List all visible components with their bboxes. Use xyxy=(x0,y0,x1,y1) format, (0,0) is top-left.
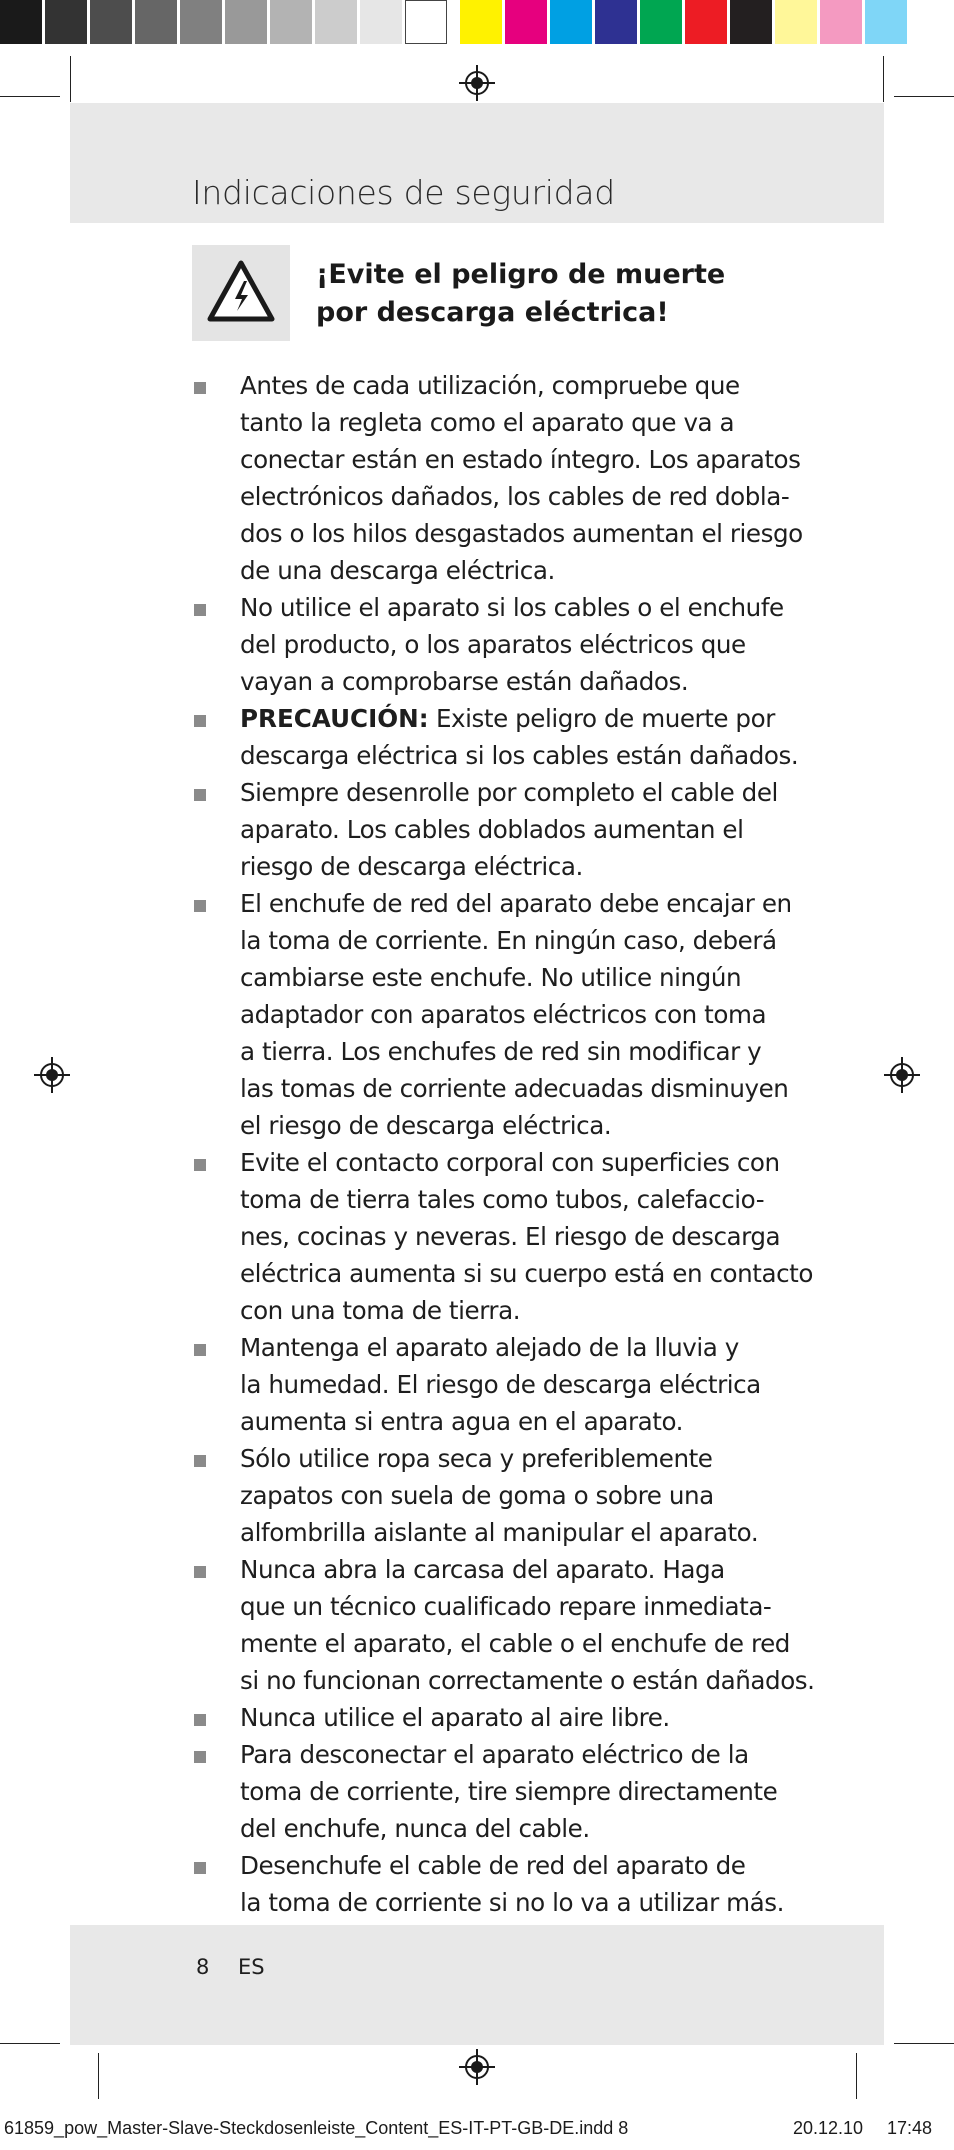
safety-instruction-item xyxy=(194,1736,778,1847)
color-swatch xyxy=(225,0,267,44)
swatch-gap xyxy=(450,0,460,48)
header-band xyxy=(70,103,884,223)
color-swatch xyxy=(820,0,862,44)
safety-instruction-item xyxy=(194,1144,813,1329)
color-swatch xyxy=(315,0,357,44)
slug-date: 20.12.10 xyxy=(793,2118,864,2138)
color-swatch xyxy=(595,0,637,44)
crop-mark xyxy=(894,2043,954,2044)
bullet-square-icon xyxy=(194,1714,206,1726)
instruction-line: del enchufe, nunca del cable. xyxy=(240,1814,590,1843)
color-calibration-bar xyxy=(0,0,910,48)
instruction-line: descarga eléctrica si los cables están dañados. xyxy=(240,741,799,770)
warning-icon-box xyxy=(192,245,290,341)
page-number: 8 xyxy=(196,1955,210,1979)
color-swatch xyxy=(865,0,907,44)
registration-mark-icon xyxy=(882,1055,922,1095)
instruction-line: electrónicos dañados, los cables de red dobla- xyxy=(240,482,790,511)
instruction-line: toma de tierra tales como tubos, calefaccio- xyxy=(240,1185,765,1214)
instruction-line: El enchufe de red del aparato debe encajar en xyxy=(240,889,792,918)
instruction-line xyxy=(240,700,774,737)
warning-heading-line: ¡Evite el peligro de muerte xyxy=(316,259,726,290)
color-swatch xyxy=(685,0,727,44)
color-swatch xyxy=(360,0,402,44)
color-swatch xyxy=(405,0,447,44)
instruction-line: Antes de cada utilización, compruebe que xyxy=(240,371,740,400)
warning-heading xyxy=(316,256,736,332)
safety-instructions-list xyxy=(194,367,815,1921)
color-swatch xyxy=(180,0,222,44)
safety-instruction-item xyxy=(194,885,792,1144)
page-title: Indicaciones de seguridad xyxy=(192,173,615,212)
safety-instruction-item xyxy=(194,1329,774,1440)
safety-instruction-item xyxy=(194,1440,774,1551)
instruction-line: tanto la regleta como el aparato que va a xyxy=(240,408,735,437)
registration-mark-icon xyxy=(457,2047,497,2087)
bullet-square-icon xyxy=(194,382,206,394)
color-swatch xyxy=(505,0,547,44)
crop-mark xyxy=(856,2053,857,2099)
instruction-line: Nunca utilice el aparato al aire libre. xyxy=(240,1703,670,1732)
instruction-line: zapatos con suela de goma o sobre una xyxy=(240,1481,714,1510)
bullet-square-icon xyxy=(194,1862,206,1874)
bullet-square-icon xyxy=(194,1566,206,1578)
crop-mark xyxy=(70,56,71,102)
instruction-line: la toma de corriente si no lo va a utilizar más. xyxy=(240,1888,784,1917)
color-swatch xyxy=(45,0,87,44)
safety-instruction-item xyxy=(194,1551,815,1699)
color-swatch xyxy=(550,0,592,44)
instruction-line: con una toma de tierra. xyxy=(240,1296,521,1325)
electric-shock-warning-icon xyxy=(192,245,290,341)
instruction-line: la humedad. El riesgo de descarga eléctrica xyxy=(240,1370,761,1399)
caution-label: PRECAUCIÓN: xyxy=(240,704,429,733)
instruction-line: alfombrilla aislante al manipular el aparato. xyxy=(240,1518,759,1547)
crop-mark xyxy=(0,2043,60,2044)
instruction-line: eléctrica aumenta si su cuerpo está en contacto xyxy=(240,1259,813,1288)
instruction-line: que un técnico cualificado repare inmediata- xyxy=(240,1592,772,1621)
instruction-line: No utilice el aparato si los cables o el enchufe xyxy=(240,593,784,622)
instruction-line: adaptador con aparatos eléctricos con toma xyxy=(240,1000,767,1029)
bullet-square-icon xyxy=(194,604,206,616)
safety-instruction-item xyxy=(194,367,803,589)
color-swatch xyxy=(460,0,502,44)
slug-time: 17:48 xyxy=(887,2118,933,2138)
bullet-square-icon xyxy=(194,1751,206,1763)
instruction-line: el riesgo de descarga eléctrica. xyxy=(240,1111,612,1140)
instruction-line: Nunca abra la carcasa del aparato. Haga xyxy=(240,1555,725,1584)
instruction-line: de una descarga eléctrica. xyxy=(240,556,555,585)
instruction-line: cambiarse este enchufe. No utilice ningún xyxy=(240,963,742,992)
bullet-square-icon xyxy=(194,1159,206,1171)
instruction-line: si no funcionan correctamente o están dañados. xyxy=(240,1666,815,1695)
instruction-line: mente el aparato, el cable o el enchufe de red xyxy=(240,1629,790,1658)
instruction-line: Desenchufe el cable de red del aparato de xyxy=(240,1851,746,1880)
print-slug xyxy=(0,2118,954,2144)
color-swatch xyxy=(270,0,312,44)
instruction-line: conectar están en estado íntegro. Los aparatos xyxy=(240,445,801,474)
bullet-square-icon xyxy=(194,789,206,801)
instruction-line: aparato. Los cables doblados aumentan el xyxy=(240,815,744,844)
instruction-line: nes, cocinas y neveras. El riesgo de descarga xyxy=(240,1222,781,1251)
instruction-line: riesgo de descarga eléctrica. xyxy=(240,852,583,881)
instruction-line: Evite el contacto corporal con superficies con xyxy=(240,1148,780,1177)
safety-instruction-item xyxy=(194,774,778,885)
instruction-line: dos o los hilos desgastados aumentan el riesgo xyxy=(240,519,803,548)
color-swatch xyxy=(90,0,132,44)
safety-instruction-item xyxy=(194,589,784,700)
bullet-square-icon xyxy=(194,900,206,912)
instruction-line: vayan a comprobarse están dañados. xyxy=(240,667,689,696)
instruction-line: toma de corriente, tire siempre directamente xyxy=(240,1777,778,1806)
instruction-line: Sólo utilice ropa seca y preferiblemente xyxy=(240,1444,713,1473)
bullet-square-icon xyxy=(194,1344,206,1356)
safety-instruction-item xyxy=(194,1847,784,1921)
color-swatch xyxy=(135,0,177,44)
instruction-text: Existe peligro de muerte por xyxy=(428,704,775,733)
bullet-square-icon xyxy=(194,715,206,727)
color-swatch xyxy=(730,0,772,44)
crop-mark xyxy=(883,56,884,102)
slug-filename: 61859_pow_Master-Slave-Steckdosenleiste_Content_ES-IT-PT-GB-DE.indd 8 xyxy=(4,2118,629,2138)
footer-band xyxy=(70,1925,884,2045)
color-swatch xyxy=(0,0,42,44)
instruction-line: a tierra. Los enchufes de red sin modificar y xyxy=(240,1037,762,1066)
registration-mark-icon xyxy=(457,63,497,103)
instruction-line: Siempre desenrolle por completo el cable del xyxy=(240,778,778,807)
crop-mark xyxy=(0,96,60,97)
instruction-line: la toma de corriente. En ningún caso, deberá xyxy=(240,926,777,955)
instruction-line: Para desconectar el aparato eléctrico de la xyxy=(240,1740,749,1769)
instruction-line: Mantenga el aparato alejado de la lluvia y xyxy=(240,1333,739,1362)
warning-heading-line: por descarga eléctrica! xyxy=(316,297,669,328)
language-code: ES xyxy=(238,1955,265,1979)
registration-mark-icon xyxy=(32,1055,72,1095)
color-swatch xyxy=(640,0,682,44)
instruction-line: del producto, o los aparatos eléctricos que xyxy=(240,630,746,659)
instruction-line: aumenta si entra agua en el aparato. xyxy=(240,1407,683,1436)
safety-instruction-item xyxy=(194,1699,774,1736)
color-swatch xyxy=(775,0,817,44)
crop-mark xyxy=(894,96,954,97)
bullet-square-icon xyxy=(194,1455,206,1467)
instruction-line: las tomas de corriente adecuadas disminuyen xyxy=(240,1074,789,1103)
safety-instruction-item xyxy=(194,700,799,774)
crop-mark xyxy=(98,2053,99,2099)
